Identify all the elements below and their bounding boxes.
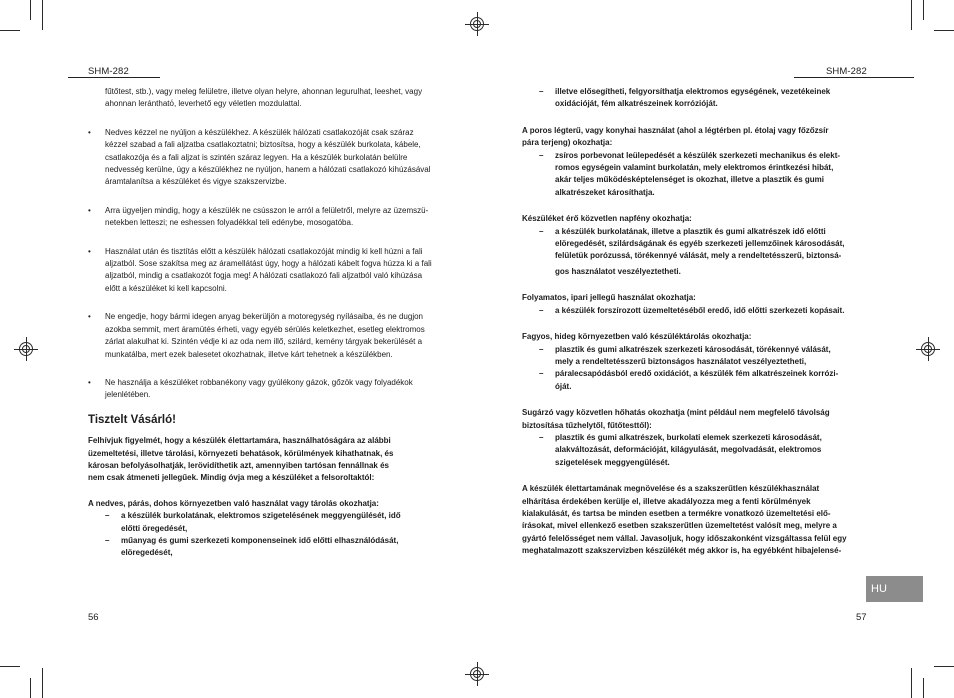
condition-heading: Készüléket érő közvetlen napfény okozhatja: [522,214,692,224]
text-line: Ne használja a készüléket robbanékony vagy gyúlékony gázok, gőzök vagy folyadékok [105,377,413,387]
bullet-item [88,127,446,189]
text-line: aljzatból. Sose szakítsa meg az áramellátást úgy, hogy a hálózati kábelt fogva húzza ki a fali [105,259,432,269]
condition-heading: Folyamatos, ipari jellegű használat okozhatja: [522,293,696,303]
text-line: aljzatból, mindig a csatlakozót fogja meg! A hálózati csatlakozó fali aljzatból való kihúzása [105,271,423,281]
text-line: a készülék burkolatának, elektromos szigetelésének meggyengülését, idő [121,511,401,521]
text-line: gyártó felelősséget nem vállal. Javasoljuk, hogy időszakonként vizsgáltassa felül egy [522,533,847,543]
text-line: fűtőtest, stb.), vagy meleg felületre, illetve olyan helyre, ahonnan legurulhat, leeshet, vagy [105,87,423,96]
text-line: óját. [555,381,572,391]
text-line: Arra ügyeljen mindig, hogy a készülék ne csússzon le arról a felületről, melyre az üzemszü- [105,205,429,215]
text-line: elöregedését, [121,548,173,558]
language-tab: HU [866,576,923,602]
text-line: áramtalanítsa a készüléket és vigye szakszervizbe. [105,177,287,187]
text-line: ahonnan leránthatό, leverhető egy véletlen mozdulattal. [105,99,302,109]
text-line: zárlat alakulhat ki. Szintén védje ki az oda nem illő, szilárd, kemény tárgyak bekerülését a [105,337,423,347]
header-rule [68,77,160,78]
text-line: elhárítása érdekében kerülje el, illetve akadályozza meg a fenti körülmények [522,496,811,506]
condition-section [522,292,877,317]
dash-item [522,368,877,393]
text-line: előtt a készüléket ki kell kapcsolni. [105,283,227,293]
condition-section [522,213,877,278]
condition-heading: pára terjeng) okozhatja: [522,138,613,148]
text-line: felületük porózussá, törékennyé válását, mely a rendeltetésszerű, biztonsá- [555,251,842,261]
dash-item [88,510,448,535]
dash-icon: – [539,226,544,236]
text-line: alkatrészeket károsíthatja. [555,187,655,197]
condition-heading: Sugárzó vagy közvetlen hőhatás okozhatja (mint például nem megfelelő távolság [522,408,830,418]
text-line: Használat után és tisztítás előtt a készülék hálózati csatlakozóját mindig ki kell húzni a fali [105,246,423,256]
dash-icon: – [539,305,544,315]
dash-icon: – [539,432,544,442]
header-rule [794,77,914,78]
text-line: nedvesség kerülne, úgy a készülékhez ne nyúljon, hanem a hálózati csatlakozó kihúzásával [105,165,431,175]
text-line: károsan befolyásolhatják, lerövidíthetik azt, amennyiben tartósan fennállnak és [88,460,389,470]
model-label: SHM-282 [826,66,867,77]
condition-section [522,331,877,393]
dash-item [522,86,877,111]
text-line: nem csak átmeneti jellegűek. Mindig óvja meg a készüléket a felsoroltaktól: [88,473,375,483]
bullet-item [88,205,446,230]
bullet-icon: • [88,312,91,322]
bullet-icon: • [88,246,91,256]
page-number: 56 [88,612,99,623]
model-label: SHM-282 [88,66,129,77]
bullet-icon: • [88,205,91,215]
text-line: meghatalmazott szakszervizben készülékét még akkor is, ha egyébként hibajelensé- [522,546,842,556]
text-line: akár teljes működésképtelenséget is okozhat, illetve a plasztik és gumi [555,175,824,185]
text-line: Ne engedje, hogy bármi idegen anyag bekerüljön a motoregység nyílásaiba, és ne dugjon [105,312,423,322]
text-line: Nedves kézzel ne nyúljon a készülékhez. A készülék hálózati csatlakozóját csak száraz [105,127,414,137]
bullet-item [88,311,446,361]
text-line: kialakulását, és tartsa be minden esetben a termékre vonatkozó üzemeltetési elő- [522,508,831,518]
bullet-item [88,246,446,296]
condition-heading: A nedves, párás, dohos környezetben való használat vagy tárolás okozhatja: [88,498,379,508]
dash-icon: – [105,535,110,545]
text-line: romos egységein valamint burkolatán, mely elektromos érintkezési hibát, [555,163,834,173]
text-line: műanyag és gumi szerkezeti komponenseinek idő előtti elhasználódását, [121,535,399,545]
right-body [522,86,877,558]
text-line: elöregedését, szilárdságának és egyéb szerkezeti jellemzőinek károsodását, [555,239,845,249]
text-line: a készülék burkolatának, illetve a plasztik és gumi alkatrészek idő előtti [555,226,826,236]
text-line: páralecsapódásból eredő oxidációt, a készülék fém alkatrészeinek korrózi- [555,369,839,379]
text-line: a készülék forszírozott üzemeltetéséből eredő, idő előtti szerkezeti kopásait. [555,305,845,315]
bold-intro [88,435,448,485]
text-line: mely a rendeltetésszerű biztonságos használatot veszélyeztetheti, [555,356,807,366]
text-line: jelenlétében. [105,390,151,400]
dash-item [522,305,877,317]
dash-item [522,150,877,200]
dash-item [522,432,877,469]
condition-section [522,407,877,469]
text-line: üzemeltetési, illetve tárolási, környezeti behatások, körülmények kihathatnak, és [88,448,394,458]
text-line: oxidációját, fém alkatrészeinek korrózióját. [555,99,718,109]
text-line: előtti öregedését, [121,523,188,533]
condition-heading: A poros légterű, vagy konyhai használat (ahol a légtérben pl. étolaj vagy főzőzsír [522,125,829,135]
dash-item [522,344,877,369]
text-line: gos használatot veszélyeztetheti. [555,266,681,276]
condition-section [522,125,877,199]
condition-heading: Fagyos, hideg környezetben való készüléktárolás okozhatja: [522,332,752,342]
dash-icon: – [105,511,110,521]
bullet-icon: • [88,127,91,137]
dash-icon: – [539,87,544,96]
text-line: zsíros porbevonat leülepedését a készülék szerkezeti mechanikus és elekt- [555,150,841,160]
page-number: 57 [856,612,867,623]
bullet-item [88,377,446,402]
text-line: netekben letteszi; ne eshessen folyadékkal teli edénybe, mosogatóba. [105,218,354,228]
dash-item [88,535,448,560]
text-line: szigetelések meggyengülését. [555,457,670,467]
condition-heading: biztosítása tűzhelytől, fűtőtesttől): [522,420,652,430]
section-title: Tisztelt Vásárló! [88,413,176,426]
text-line: Felhívjuk figyelmét, hogy a készülék élettartamára, használhatóságára az alábbi [88,436,391,446]
text-line: azokba semmit, mert áramütés érheti, vagy egyéb sérülés keletkezhet, esetleg elektromos [105,324,425,334]
text-line: A készülék élettartamának megnövelése és a szakszerűtlen készülékhasználat [522,484,820,494]
text-line: alakváltozását, deformációját, kilágyulását, megolvadását, elektromos [555,445,822,455]
text-line: csatlakozója és a fali aljzat is szintén száraz legyen. Ha a készülék burkolatán belülre [105,152,408,162]
text-line: írásokat, mivel ellenkező esetben szakszerűtlen üzemeltetést valósít meg, melyre a [522,521,837,531]
left-body [88,86,448,560]
text-line: plasztik és gumi alkatrészek, burkolati elemek szerkezeti károsodását, [555,432,822,442]
dash-icon: – [539,150,544,160]
intro-paragraph [88,86,448,111]
text-line: illetve elősegítheti, felgyorsíthatja elektromos egységének, vezetékeinek [555,87,831,96]
dash-item [522,226,877,279]
condition-section [88,498,448,560]
bullet-icon: • [88,377,91,387]
dash-icon: – [539,369,544,379]
dash-icon: – [539,344,544,354]
closing-paragraph [522,483,877,557]
text-line: kézzel szabad a fali aljzatba csatlakoztatni; biztosítsa, hogy a készülék burkolata, kábele, [105,140,421,150]
text-line: munkatálba, mert ezek balesetet okozhatnak, illetve kárt tehetnek a készülékben. [105,349,393,359]
text-line: plasztik és gumi alkatrészek szerkezeti károsodását, törékennyé válását, [555,344,831,354]
